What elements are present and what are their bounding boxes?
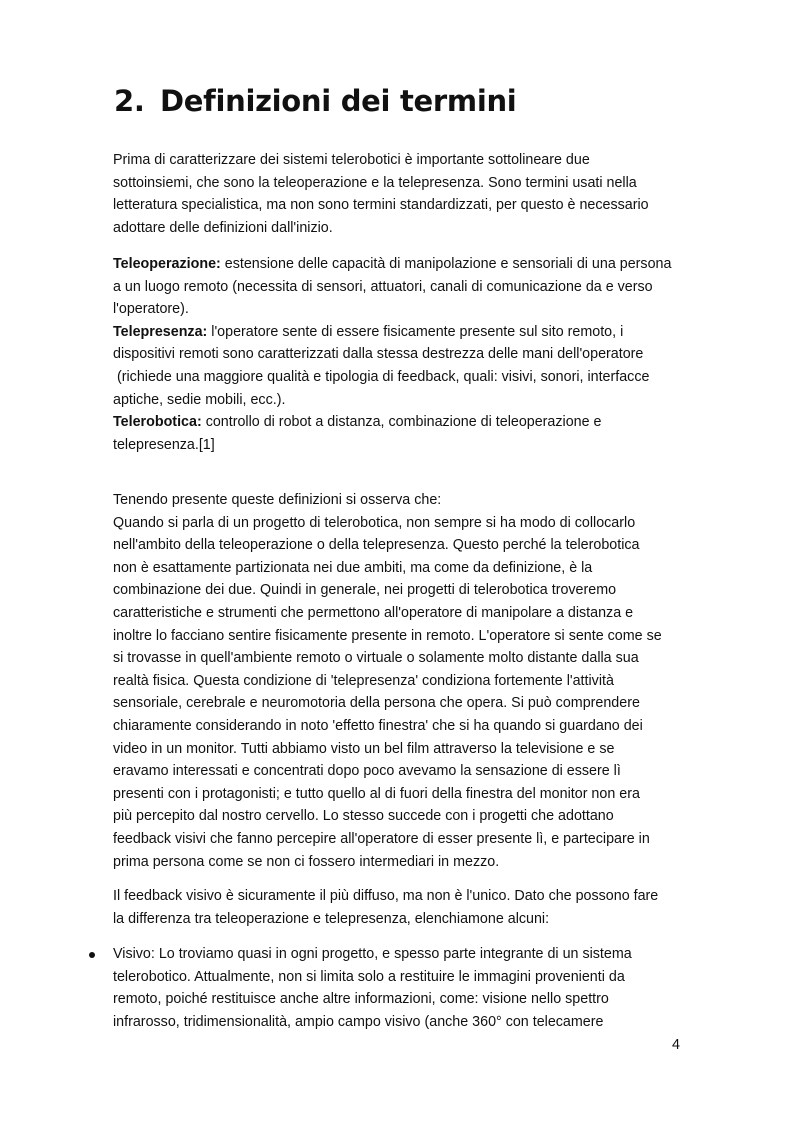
section-title: Definizioni dei termini — [160, 84, 517, 118]
body-paragraph — [113, 489, 693, 873]
text-line: caratteristiche e strumenti che permettono all'operatore di manipolare a distanza e — [113, 604, 634, 621]
text-line: realtà fisica. Questa condizione di 'telepresenza' condiziona fortemente l'attività — [113, 672, 614, 689]
text-line: Tenendo presente queste definizioni si osserva che: — [113, 492, 442, 508]
definition-term: Telerobotica: — [113, 414, 202, 431]
text-line: video in un monitor. Tutti abbiamo visto un bel film attraverso la televisione e se — [113, 740, 615, 757]
text-line: sensoriale, cerebrale e neuromotoria della persona che opera. Si può comprendere — [113, 695, 640, 712]
section-number: 2. — [114, 84, 145, 118]
text-line: non è esattamente partizionata nei due ambiti, ma come da definizione, è la — [113, 559, 593, 576]
section-heading — [114, 84, 516, 118]
definition-telepresenza — [113, 321, 693, 344]
bullet-list-item — [113, 943, 693, 1033]
definitions-list — [113, 253, 693, 456]
text-line: (richiede una maggiore qualità e tipologia di feedback, quali: visivi, sonori, interfacce — [113, 368, 650, 385]
text-line: a un luogo remoto (necessita di sensori, attuatori, canali di comunicazione da e verso — [113, 278, 653, 295]
definition-term: Telepresenza: — [113, 323, 208, 340]
text-line: inoltre lo facciano sentire fisicamente presente in remoto. L'operatore si sente come se — [113, 627, 662, 644]
feedback-intro-paragraph — [113, 885, 693, 930]
text-line: si trovasse in quell'ambiente remoto o virtuale o solamente molto distante dalla sua — [113, 650, 639, 667]
text-line: Il feedback visivo è sicuramente il più diffuso, ma non è l'unico. Dato che possono fare — [113, 888, 659, 904]
text-line: sottoinsiemi, che sono la teleoperazione e la telepresenza. Sono termini usati nella — [113, 174, 637, 191]
text-line: combinazione dei due. Quindi in generale, nei progetti di telerobotica troveremo — [113, 582, 617, 599]
text-line: più percepito dal nostro cervello. Lo stesso succede con i progetti che adottano — [113, 808, 614, 825]
intro-paragraph — [113, 149, 693, 239]
text-line: prima persona come se non ci fossero intermediari in mezzo. — [113, 853, 500, 870]
definition-text: controllo di robot a distanza, combinazione di teleoperazione e — [201, 414, 602, 431]
definition-telerobotica — [113, 411, 693, 434]
text-line: Quando si parla di un progetto di telerobotica, non sempre si ha modo di collocarlo — [113, 514, 636, 531]
bullet-icon — [89, 952, 95, 958]
text-line: Prima di caratterizzare dei sistemi telerobotici è importante sottolineare due — [113, 152, 590, 168]
text-line: eravamo interessati e concentrati dopo poco avevamo la sensazione di essere lì — [113, 763, 621, 780]
text-line: telerobotico. Attualmente, non si limita solo a restituire le immagini provenienti da — [113, 968, 625, 985]
text-line: adottare delle definizioni dall'inizio. — [113, 219, 333, 236]
text-line: presenti con i protagonisti; e tutto quello al di fuori della finestra del monitor non era — [113, 785, 640, 802]
text-line: letteratura specialistica, ma non sono termini standardizzati, per questo è necessario — [113, 197, 649, 214]
text-line: Visivo: Lo troviamo quasi in ogni progetto, e spesso parte integrante di un sistema — [113, 946, 632, 962]
text-line: chiaramente considerando in noto 'effetto finestra' che si ha quando si guardano dei — [113, 717, 643, 734]
text-line: l'operatore). — [113, 301, 189, 318]
text-line: remoto, poiché restituisce anche altre informazioni, come: visione nello spettro — [113, 991, 609, 1008]
text-line: la differenza tra teleoperazione e telepresenza, elenchiamone alcuni: — [113, 910, 550, 927]
text-line: telepresenza.[1] — [113, 436, 215, 453]
text-line: aptiche, sedie mobili, ecc.). — [113, 391, 286, 408]
text-line: nell'ambito della teleoperazione o della telepresenza. Questo perché la telerobotica — [113, 537, 640, 554]
definition-teleoperazione — [113, 253, 693, 276]
page-number: 4 — [672, 1037, 680, 1053]
definition-term: Teleoperazione: — [113, 256, 221, 272]
text-line: feedback visivi che fanno percepire all'operatore di esser presente lì, e partecipare in — [113, 830, 650, 847]
definition-text: l'operatore sente di essere fisicamente presente sul sito remoto, i — [207, 323, 624, 340]
text-line: dispositivi remoti sono caratterizzati dalla stessa destrezza delle mani dell'operatore — [113, 346, 644, 363]
definition-text: estensione delle capacità di manipolazione e sensoriali di una persona — [220, 256, 672, 272]
text-line: infrarosso, tridimensionalità, ampio campo visivo (anche 360° con telecamere — [113, 1013, 604, 1030]
